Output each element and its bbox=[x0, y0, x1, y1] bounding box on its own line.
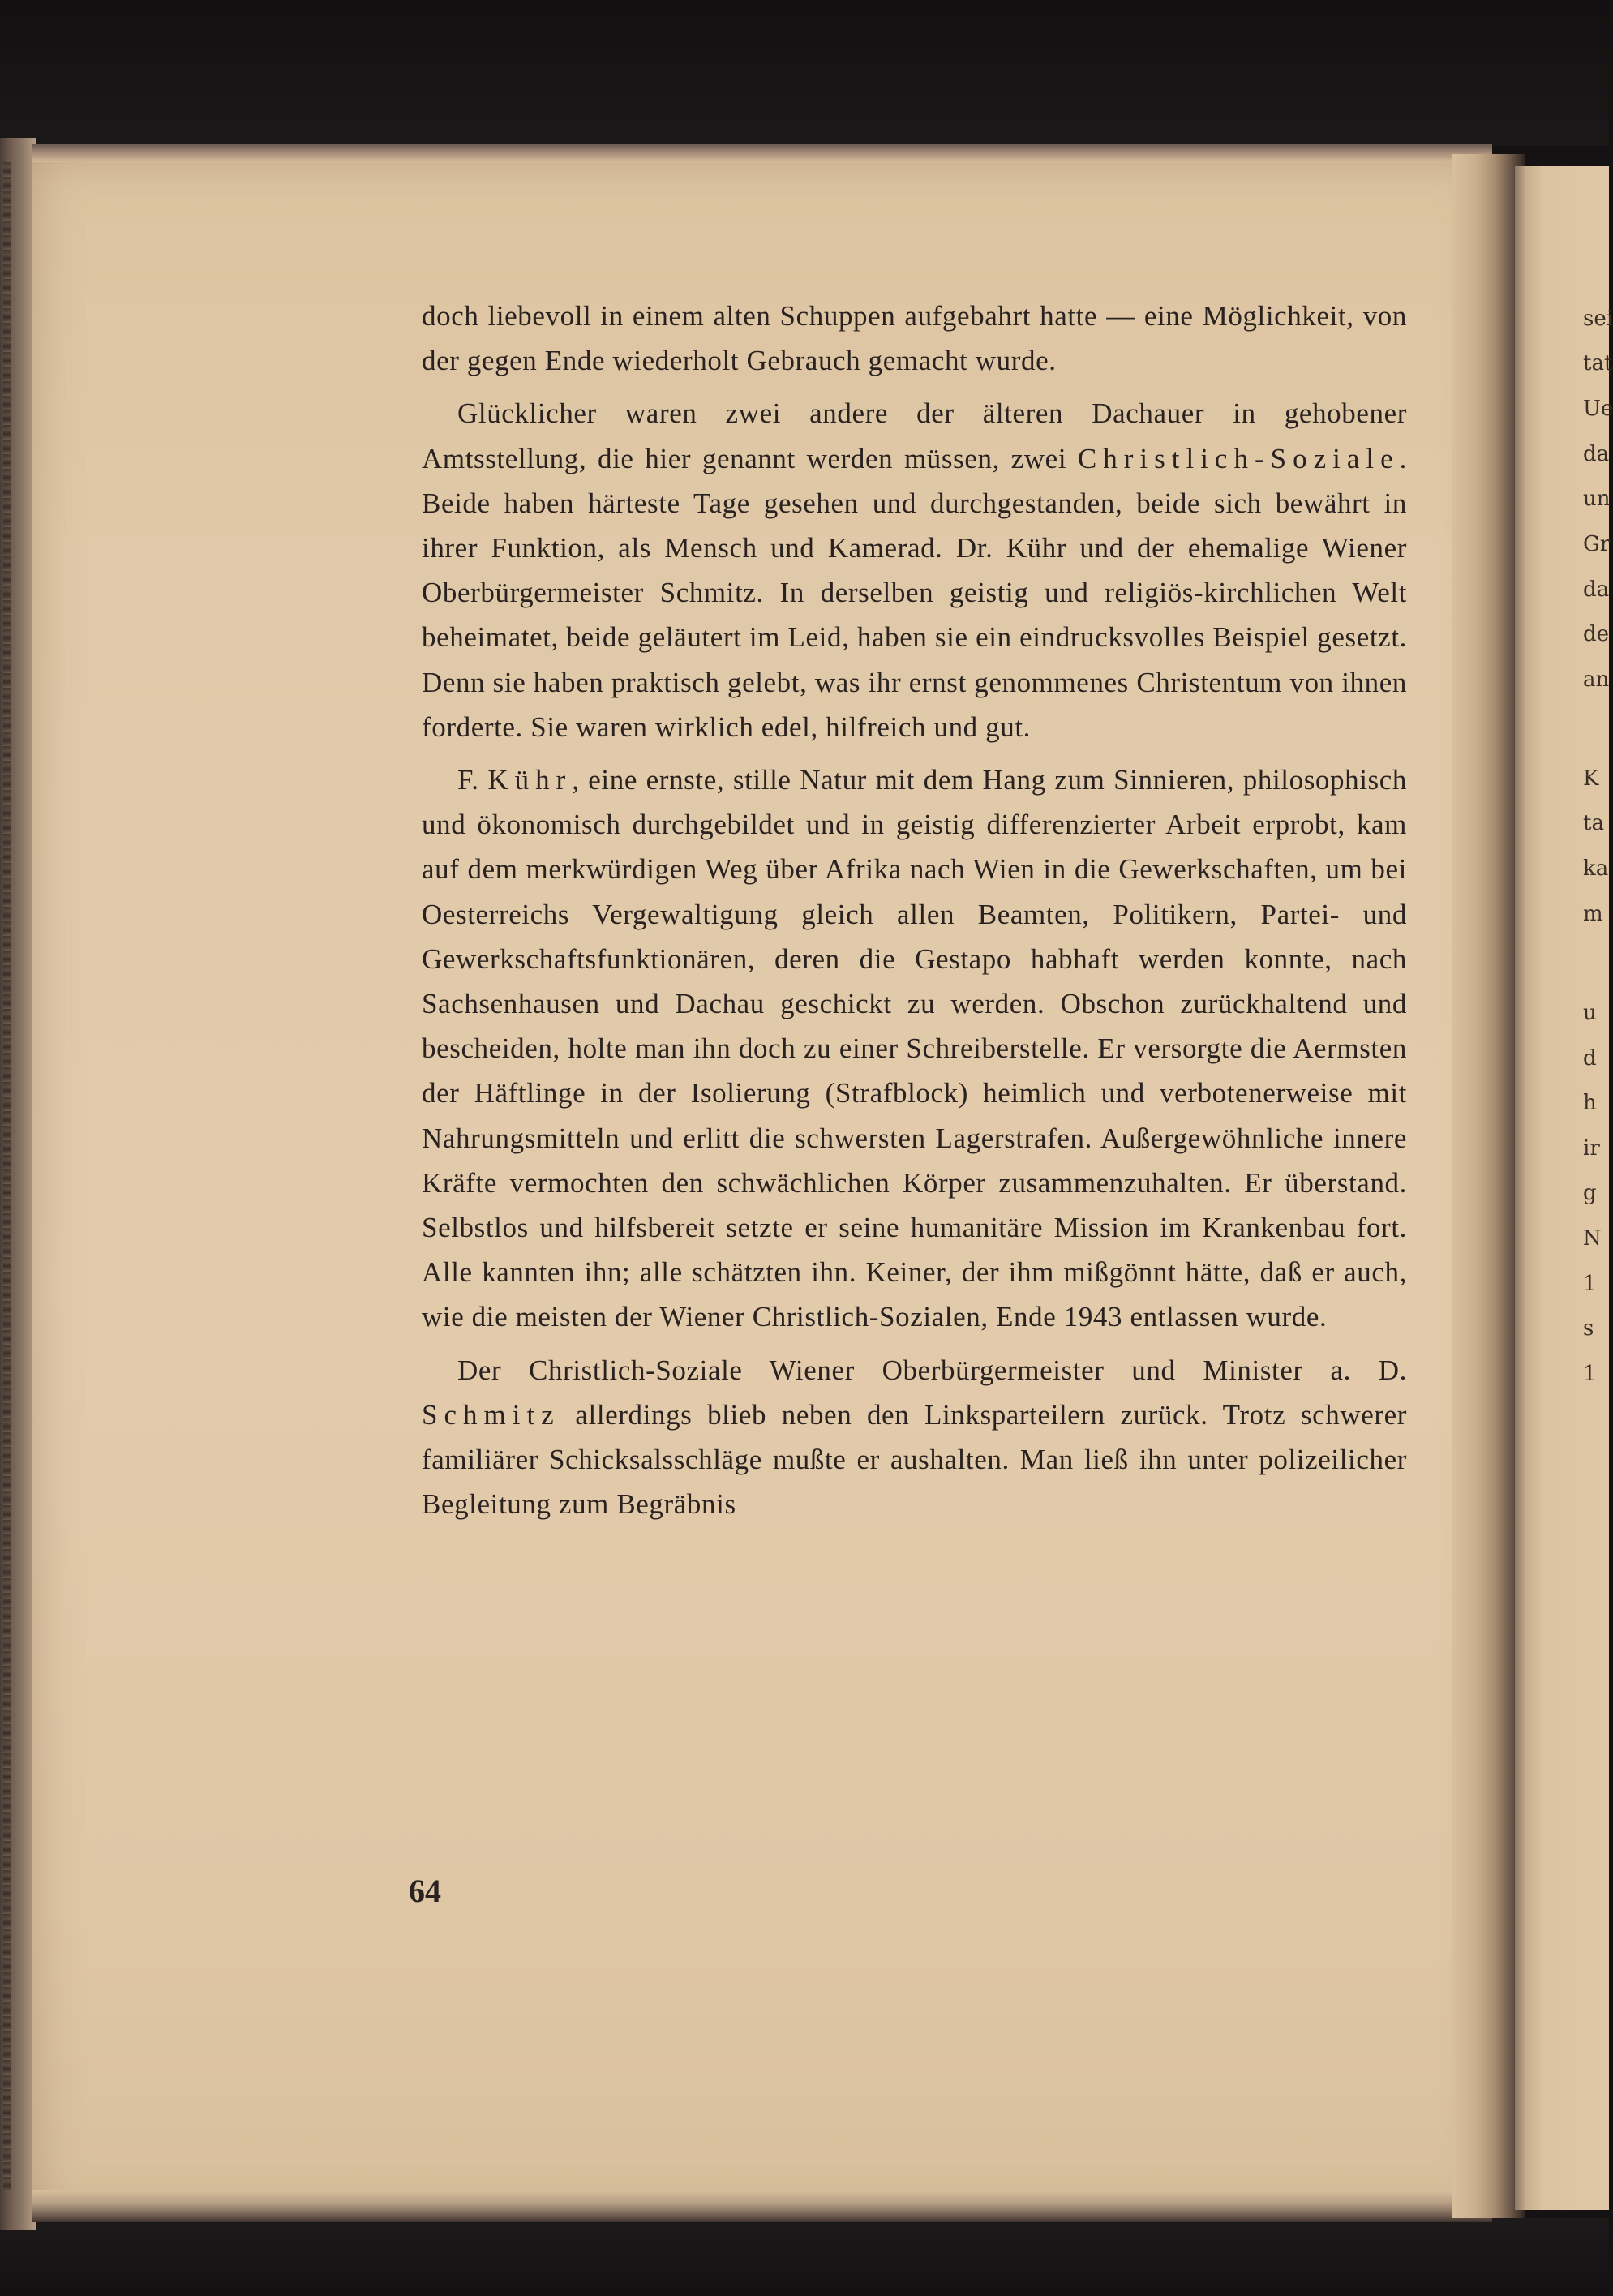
book-gutter bbox=[1452, 154, 1525, 2218]
paragraph-4-text-start: Der Christlich-Soziale Wiener Oberbürgermeister und Minister a. D. bbox=[457, 1354, 1407, 1386]
facing-fragment: K bbox=[1583, 766, 1599, 791]
paragraph-4-text-end: allerdings blieb neben den Linksparteilern zurück. Trotz schwerer familiärer Schicksalsschläge mußte er aushalten. Man ließ ihn unter polizeilicher Begleitung zum Begräbnis bbox=[422, 1398, 1407, 1521]
facing-fragment: da bbox=[1583, 577, 1610, 602]
facing-fragment: 1 bbox=[1583, 1362, 1597, 1386]
paragraph-1 bbox=[422, 294, 1407, 383]
page-edge-top bbox=[32, 144, 1492, 162]
facing-fragment: Ue bbox=[1583, 397, 1613, 421]
page-number: 64 bbox=[409, 1873, 441, 1909]
facing-fragment: u bbox=[1583, 1001, 1597, 1025]
facing-fragment: un bbox=[1583, 487, 1611, 511]
paragraph-4-spaced-name: Schmitz bbox=[422, 1398, 560, 1431]
page-body-text bbox=[422, 294, 1407, 1534]
dark-background-bottom bbox=[0, 2218, 1609, 2296]
page-edge-bottom bbox=[32, 2190, 1492, 2222]
facing-fragment: da bbox=[1583, 442, 1610, 466]
facing-fragment: 1 bbox=[1583, 1272, 1597, 1296]
paragraph-3-spaced-name: Kühr bbox=[487, 764, 573, 796]
paragraph-3 bbox=[422, 757, 1407, 1340]
facing-fragment: ta bbox=[1583, 811, 1604, 835]
dark-background-top bbox=[0, 0, 1609, 146]
facing-fragment: h bbox=[1583, 1091, 1597, 1115]
facing-fragment: tat bbox=[1583, 351, 1613, 376]
facing-fragment: m bbox=[1583, 902, 1603, 926]
facing-fragment: N bbox=[1583, 1226, 1602, 1251]
facing-fragment: Gr bbox=[1583, 532, 1611, 556]
facing-fragment: an bbox=[1583, 667, 1610, 692]
facing-fragment: sei bbox=[1583, 307, 1613, 331]
paragraph-4 bbox=[422, 1348, 1407, 1527]
paragraph-3-text-start: F. bbox=[457, 764, 488, 796]
facing-fragment: s bbox=[1583, 1316, 1594, 1341]
facing-fragment: de bbox=[1583, 622, 1610, 646]
paragraph-2-spaced-term: Christlich-Soziale bbox=[1077, 442, 1400, 474]
paragraph-1-text: doch liebevoll in einem alten Schuppen aufgebahrt hatte — eine Möglichkeit, von der gegen Ende wiederholt Gebrauch gemacht wurde. bbox=[422, 300, 1407, 377]
facing-fragment: g bbox=[1583, 1181, 1597, 1205]
facing-fragment: ir bbox=[1583, 1136, 1600, 1161]
paragraph-2 bbox=[422, 391, 1407, 749]
facing-fragment: d bbox=[1583, 1046, 1597, 1071]
paragraph-2-text-end: . Beide haben härteste Tage gesehen und durchgestanden, beide sich bewährt in ihrer Funktion, als Mensch und Kamerad. Dr. Kühr und der ehemalige Wiener Oberbürgermeister Schmitz. In derselben geistig und religiös-kirchlichen Welt beheimatet, beide geläutert im Leid, haben sie ein eindrucksvolles Beispiel gesetzt. Denn sie haben praktisch gelebt, was ihr ernst genommenes Christentum von ihnen forderte. Sie waren wirklich edel, hilfreich und gut. bbox=[422, 442, 1407, 743]
book-spine-texture bbox=[3, 162, 11, 2190]
paragraph-2-text-start: Glücklicher waren zwei andere der älteren Dachauer in gehobener Amtsstellung, die hier genannt werden müssen, zwei bbox=[422, 397, 1407, 474]
paragraph-3-text-end: , eine ernste, stille Natur mit dem Hang zum Sinnieren, philosophisch und ökonomisch durchgebildet und in geistig differenzierter Arbeit erprobt, kam auf dem merkwürdigen Weg über Afrika nach Wien in die Gewerkschaften, um bei Oesterreichs Vergewaltigung gleich allen Beamten, Politikern, Partei- und Gewerkschaftsfunktionären, deren die Gestapo habhaft werden konnte, nach Sachsenhausen und Dachau geschickt zu werden. Obschon zurückhaltend und bescheiden, holte man ihn doch zu einer Schreiberstelle. Er versorgte die Aermsten der Häftlinge in der Isolierung (Strafblock) heimlich und verbotenerweise mit Nahrungsmitteln und erlitt die schwersten Lagerstrafen. Außergewöhnliche innere Kräfte vermochten den schwächlichen Körper zusammenzuhalten. Er überstand. Selbstlos und hilfsbereit setzte er seine humanitäre Mission im Krankenbau fort. Alle kannten ihn; alle schätzten ihn. Keiner, der ihm mißgönnt hätte, daß er auch, wie die meisten der Wiener Christlich-Sozialen, Ende 1943 entlassen wurde. bbox=[422, 764, 1407, 1333]
facing-fragment: ka bbox=[1583, 856, 1609, 881]
